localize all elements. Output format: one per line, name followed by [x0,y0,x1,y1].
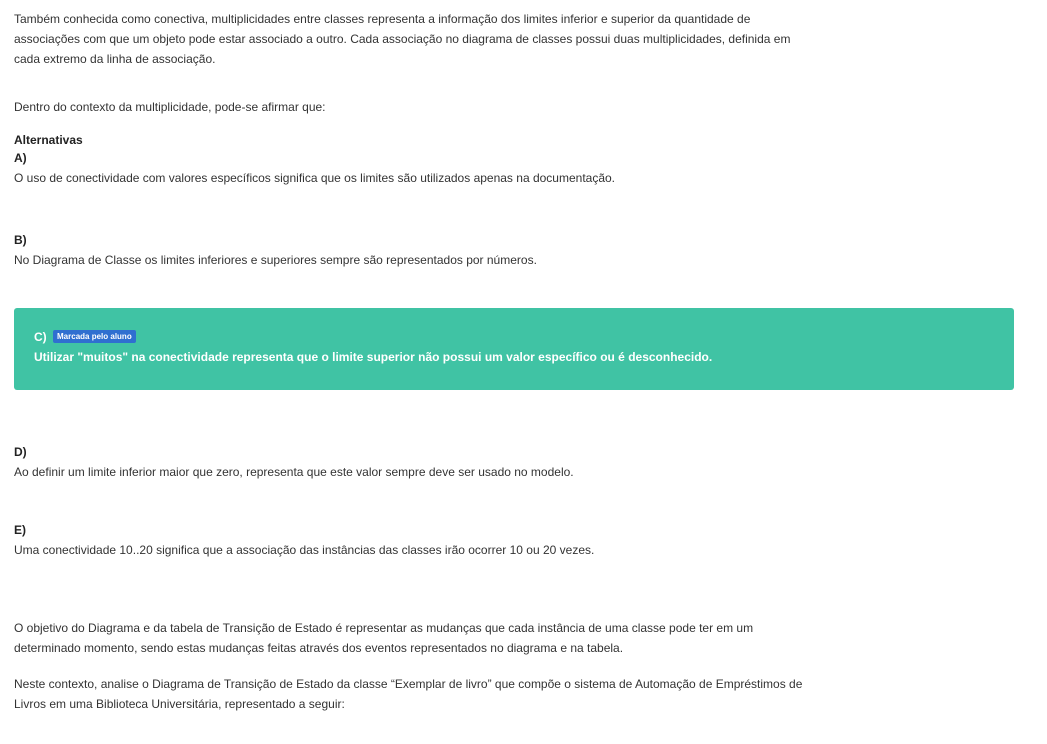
q2-context-line-1: Neste contexto, analise o Diagrama de Transição de Estado da classe “Exemplar de livro” que compõe o sistema de Automação de Empréstimos de [14,677,803,691]
intro-line-1: Também conhecida como conectiva, multiplicidades entre classes representa a informação dos limites inferior e superior da quantidade de [14,12,751,26]
q2-intro-line-2: determinado momento, sendo estas mudanças feitas através dos eventos representados no diagrama e na tabela. [14,641,624,655]
option-a-letter: A) [14,151,27,165]
option-a-text: O uso de conectividade com valores específicos significa que os limites são utilizados apenas na documentação. [14,171,616,185]
alternatives-heading: Alternativas [14,133,83,147]
question-context: Dentro do contexto da multiplicidade, pode-se afirmar que: [14,100,326,114]
intro-line-2: associações com que um objeto pode estar associado a outro. Cada associação no diagrama de classes possui duas multiplicidades, definida em [14,32,791,46]
option-e-letter: E) [14,523,26,537]
option-d-text: Ao definir um limite inferior maior que zero, representa que este valor sempre deve ser usado no modelo. [14,465,574,479]
option-c-letter: C) [34,330,47,344]
option-c-selected[interactable] [14,308,1014,390]
option-a[interactable] [14,148,1014,188]
selected-by-student-badge: Marcada pelo aluno [53,330,136,343]
question-2-intro [14,618,1024,658]
option-b-text: No Diagrama de Classe os limites inferiores e superiores sempre são representados por números. [14,253,537,267]
q2-context-line-2: Livros em uma Biblioteca Universitária, representado a seguir: [14,697,345,711]
option-b[interactable] [14,230,1014,270]
option-c-text: Utilizar "muitos" na conectividade representa que o limite superior não possui um valor específico ou é desconhecido. [34,350,713,364]
question-2-context [14,674,1024,714]
option-d-letter: D) [14,445,27,459]
intro-line-3: cada extremo da linha de associação. [14,52,216,66]
option-e[interactable] [14,520,1014,560]
q2-intro-line-1: O objetivo do Diagrama e da tabela de Transição de Estado é representar as mudanças que cada instância de uma classe pode ter em um [14,621,754,635]
option-c-header [34,327,994,347]
option-b-letter: B) [14,233,27,247]
option-e-text: Uma conectividade 10..20 significa que a associação das instâncias das classes irão ocorrer 10 ou 20 vezes. [14,543,595,557]
question-intro [14,9,1014,69]
option-d[interactable] [14,442,1014,482]
